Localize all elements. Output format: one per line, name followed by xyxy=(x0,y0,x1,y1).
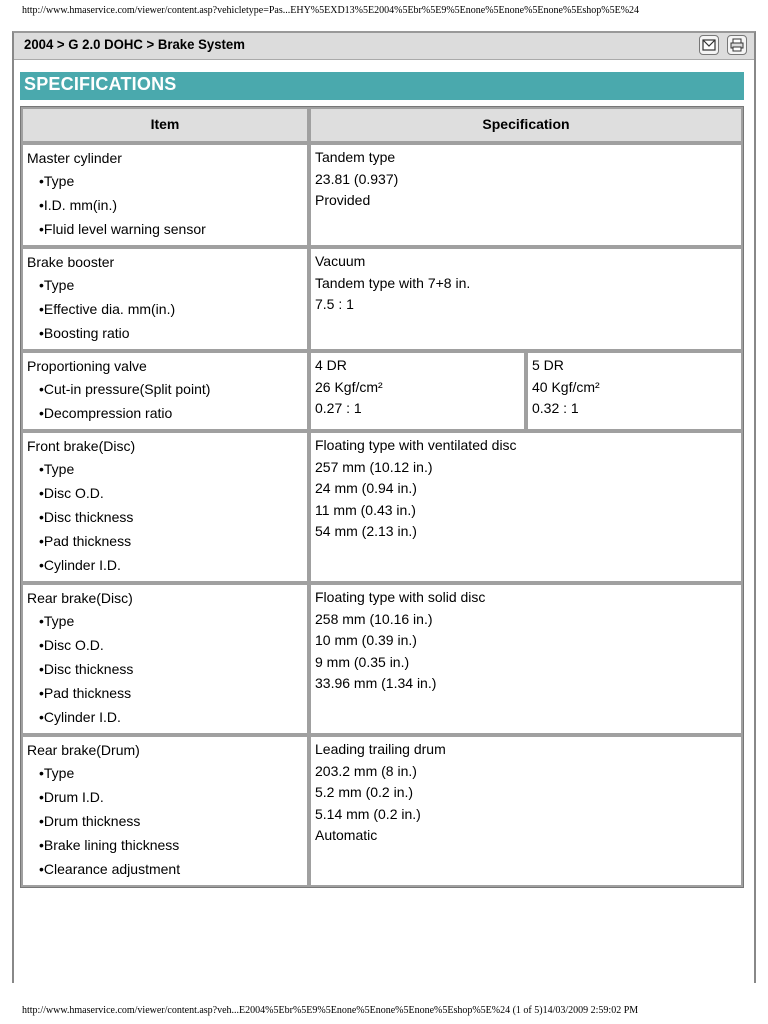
item-title: Rear brake(Drum) xyxy=(27,742,140,758)
spec-value: Floating type with ventilated disc xyxy=(315,437,517,453)
item-sub: • Cylinder I.D. xyxy=(27,705,303,729)
item-cell xyxy=(21,431,309,583)
item-sub: • Drum thickness xyxy=(27,809,303,833)
item-title: Rear brake(Disc) xyxy=(27,590,133,606)
column-header-item: Item xyxy=(21,107,309,143)
spec-value: 5.14 mm (0.2 in.) xyxy=(315,805,421,822)
column-header-specification: Specification xyxy=(309,107,743,143)
spec-value: Vacuum xyxy=(315,253,366,269)
item-sub: • Decompression ratio xyxy=(27,401,303,425)
spec-cell-5dr xyxy=(526,351,743,431)
spec-value: Tandem type xyxy=(315,149,396,165)
spec-cell xyxy=(309,143,743,247)
item-sub: • Type xyxy=(27,761,303,785)
spec-cell xyxy=(309,247,743,351)
item-sub: • Type xyxy=(27,273,303,297)
spec-value: 257 mm (10.12 in.) xyxy=(315,458,433,475)
spec-value: 54 mm (2.13 in.) xyxy=(315,523,417,539)
section-title: SPECIFICATIONS xyxy=(20,72,744,100)
item-sub: • Clearance adjustment xyxy=(27,857,303,881)
item-title: Front brake(Disc) xyxy=(27,438,136,454)
table-row xyxy=(21,583,743,735)
spec-value: 5.2 mm (0.2 in.) xyxy=(315,784,414,800)
item-sub: • Cylinder I.D. xyxy=(27,553,303,577)
spec-value: 24 mm (0.94 in.) xyxy=(315,480,417,496)
mail-icon xyxy=(702,38,716,52)
item-cell xyxy=(21,735,309,887)
item-sub: • Type xyxy=(27,169,303,193)
item-cell xyxy=(21,351,309,431)
item-cell xyxy=(21,143,309,247)
spec-cell xyxy=(309,583,743,735)
item-sub: • Drum I.D. xyxy=(27,785,303,809)
spec-value: 0.27 : 1 xyxy=(315,400,362,416)
spec-value: Floating type with solid disc xyxy=(315,589,486,605)
item-title: Master cylinder xyxy=(27,150,122,166)
spec-value: 7.5 : 1 xyxy=(315,296,354,312)
spec-value: 203.2 mm (8 in.) xyxy=(315,762,417,779)
spec-value: 10 mm (0.39 in.) xyxy=(315,632,417,648)
item-sub: • Cut-in pressure(Split point) xyxy=(27,377,303,401)
spec-value: 9 mm (0.35 in.) xyxy=(315,653,410,670)
specifications-table xyxy=(20,106,744,888)
item-sub: • Disc O.D. xyxy=(27,481,303,505)
spec-value: Tandem type with 7+8 in. xyxy=(315,274,471,291)
spec-value: 11 mm (0.43 in.) xyxy=(315,501,416,518)
item-title: Brake booster xyxy=(27,254,115,270)
table-row xyxy=(21,143,743,247)
email-button[interactable] xyxy=(699,35,719,55)
item-title: Proportioning valve xyxy=(27,358,147,374)
print-button[interactable] xyxy=(727,35,747,55)
item-sub: • Type xyxy=(27,609,303,633)
item-sub: • Boosting ratio xyxy=(27,321,303,345)
spec-value: 26 Kgf/cm² xyxy=(315,378,383,395)
item-sub: • Pad thickness xyxy=(27,529,303,553)
spec-value: Leading trailing drum xyxy=(315,741,446,757)
spec-value: 258 mm (10.16 in.) xyxy=(315,610,433,627)
print-footer-url: http://www.hmaservice.com/viewer/content.asp?veh...E2004%5Ebr%5E9%5Enone%5Enone%5Enone%5Eshop%5E%24 (1 of 5)14/03/2009 2:59:02 PM xyxy=(22,1005,639,1016)
spec-value: 33.96 mm (1.34 in.) xyxy=(315,675,437,691)
table-row xyxy=(21,351,743,431)
page-header xyxy=(14,33,754,60)
item-sub: • Effective dia. mm(in.) xyxy=(27,297,303,321)
item-sub: • Disc thickness xyxy=(27,505,303,529)
table-row xyxy=(21,431,743,583)
print-icon xyxy=(730,38,744,52)
item-cell xyxy=(21,583,309,735)
spec-value: Provided xyxy=(315,192,371,208)
spec-value: Automatic xyxy=(315,827,378,843)
spec-cell-4dr xyxy=(309,351,526,431)
spec-cell xyxy=(309,431,743,583)
table-row xyxy=(21,735,743,887)
item-sub: • Type xyxy=(27,457,303,481)
spec-value: 5 DR xyxy=(532,357,564,373)
item-cell xyxy=(21,247,309,351)
item-sub: • I.D. mm(in.) xyxy=(27,193,303,217)
table-row xyxy=(21,247,743,351)
item-sub: • Fluid level warning sensor xyxy=(27,217,303,241)
spec-value: 23.81 (0.937) xyxy=(315,170,399,187)
spec-value: 0.32 : 1 xyxy=(532,400,579,416)
item-sub: • Pad thickness xyxy=(27,681,303,705)
item-sub: • Disc O.D. xyxy=(27,633,303,657)
spec-value: 4 DR xyxy=(315,357,347,373)
spec-cell xyxy=(309,735,743,887)
item-sub: • Disc thickness xyxy=(27,657,303,681)
table-header-row xyxy=(21,107,743,143)
item-sub: • Brake lining thickness xyxy=(27,833,303,857)
spec-value: 40 Kgf/cm² xyxy=(532,378,600,395)
print-header-url: http://www.hmaservice.com/viewer/content.asp?vehicletype=Pas...EHY%5EXD13%5E2004%5Ebr%5E9%5Enone%5Enone%5Enone%5Eshop%5E%24 xyxy=(22,5,640,16)
breadcrumb: 2004 > G 2.0 DOHC > Brake System xyxy=(24,36,245,52)
